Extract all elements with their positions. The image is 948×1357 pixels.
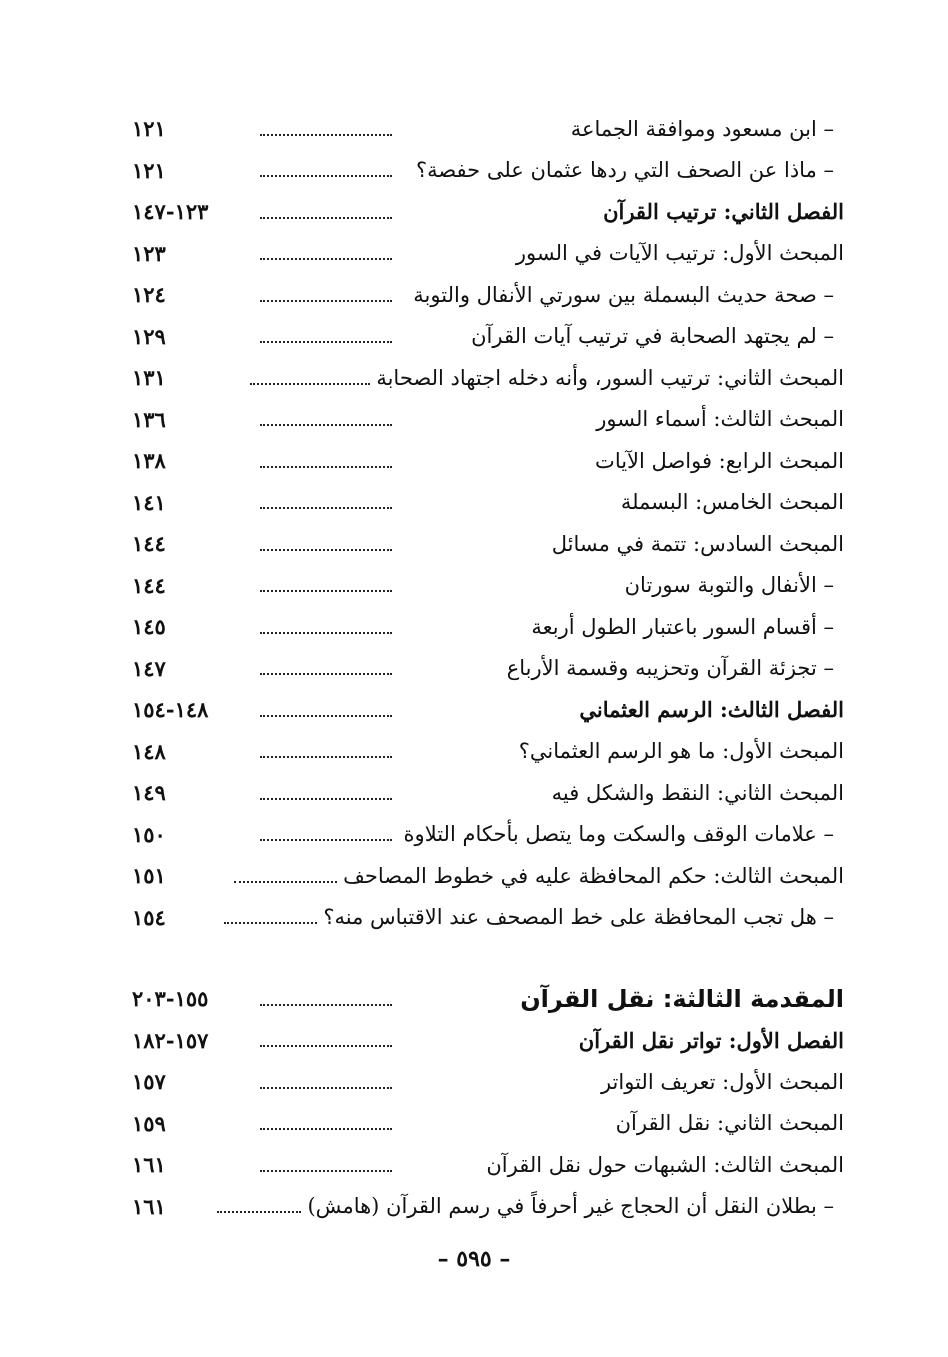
toc-entry [132,1020,844,1062]
dot-leader [260,163,392,177]
toc-entry [132,978,844,1020]
toc-entry-title: المبحث الثالث: أسماء السور [596,407,844,432]
toc-page-numbers: ١٥٩ [132,1110,166,1136]
dot-leader [217,1199,302,1213]
toc-entry [132,897,844,939]
dot-leader [260,454,392,468]
toc-entry-title: الفصل الثاني: ترتيب القرآن [603,199,844,225]
dot-leader [260,1033,392,1047]
toc-entry [132,1061,844,1103]
toc-entry-title: المبحث الثالث: حكم المحافظة عليه في خطوط المصاحف [343,863,844,888]
toc-entry [132,150,844,192]
toc-page-numbers: ١٤٤ [132,531,166,557]
toc-entry-title: – لم يجتهد الصحابة في ترتيب آيات القرآن [471,324,834,349]
toc-entry-title: – علامات الوقف والسكت وما يتصل بأحكام التلاوة [403,822,834,847]
toc-page-numbers: ١٢٩ [132,323,166,349]
toc-entry-title: – الأنفال والتوبة سورتان [624,573,834,598]
dot-leader [260,288,392,302]
dot-leader [260,1116,392,1130]
dot-leader [260,495,392,509]
toc-entry-title: – تجزئة القرآن وتحزيبه وقسمة الأرباع [506,656,834,681]
dot-leader [260,703,392,717]
section-gap [132,938,844,978]
toc-page-numbers: ١٤٧ [132,655,166,681]
toc-entry [132,440,844,482]
toc-entry [132,523,844,565]
toc-entry [132,399,844,441]
toc-entry-title: المبحث الثاني: النقط والشكل فيه [551,780,844,805]
toc-page-numbers: ١٤٥ [132,614,166,640]
toc-entry [132,482,844,524]
toc-entry [132,648,844,690]
toc-entry [132,855,844,897]
dot-leader [224,910,317,924]
toc-entry [132,731,844,773]
toc-entry-title: المبحث السادس: تتمة في مسائل [551,531,844,556]
toc-page-numbers: ١٥٤ [132,904,166,930]
toc-entry [132,274,844,316]
toc-page-numbers: ١٣٨ [132,448,166,474]
dot-leader [260,578,392,592]
toc-page-numbers: ١٥١ [132,863,166,889]
toc-entry [132,357,844,399]
toc-entry-title: المبحث الأول: ما هو الرسم العثماني؟ [518,739,844,764]
dot-leader [260,1158,392,1172]
toc-page-numbers: ١٥٧-١٨٢ [132,1027,209,1053]
toc-page-numbers: ١٥٥-٢٠٣ [132,986,209,1012]
toc-entry-title: المبحث الخامس: البسملة [620,490,844,515]
dot-leader [260,786,392,800]
toc-entry-title: – هل تجب المحافظة على خط المصحف عند الاقتباس منه؟ [323,905,834,930]
dot-leader [260,1075,392,1089]
toc-page-numbers: ١٢١ [132,157,166,183]
toc-entry-title: المبحث الأول: تعريف التواتر [600,1069,844,1094]
toc-entry [132,1186,844,1228]
dot-leader [260,537,392,551]
dot-leader [250,371,371,385]
toc-entry [132,191,844,233]
toc-entry-title: المقدمة الثالثة: نقل القرآن [520,984,844,1013]
toc-page-numbers: ١٦١ [132,1193,166,1219]
table-of-contents [132,108,844,1227]
toc-entry-title: الفصل الأول: تواتر نقل القرآن [578,1027,844,1053]
toc-page-numbers: ١٣١ [132,365,166,391]
toc-entry-title: – أقسام السور باعتبار الطول أربعة [531,614,834,639]
toc-entry-title: المبحث الثالث: الشبهات حول نقل القرآن [486,1152,844,1177]
toc-entry [132,772,844,814]
toc-page-numbers: ١٥٠ [132,821,166,847]
toc-page-numbers: ١٤٨-١٥٤ [132,697,209,723]
toc-entry-title: الفصل الثالث: الرسم العثماني [579,697,844,723]
toc-entry [132,814,844,856]
toc-page-numbers: ١٤٤ [132,572,166,598]
toc-entry-title: – ابن مسعود وموافقة الجماعة [570,116,834,141]
dot-leader [260,620,392,634]
toc-entry-title: – صحة حديث البسملة بين سورتي الأنفال والتوبة [413,282,834,307]
toc-entry [132,689,844,731]
toc-page-numbers: ١٤٩ [132,780,166,806]
dot-leader [260,329,392,343]
toc-page-numbers: ١٣٦ [132,406,166,432]
dot-leader [260,661,392,675]
toc-page-numbers: ١٤٨ [132,738,166,764]
toc-entry-title: المبحث الأول: ترتيب الآيات في السور [515,241,844,266]
toc-page-numbers: ١٤١ [132,489,166,515]
dot-leader [260,412,392,426]
toc-entry [132,565,844,607]
dot-leader [260,246,392,260]
toc-entry-title: – بطلان النقل أن الحجاج غير أحرفاً في رسم القرآن (هامش) [307,1194,834,1219]
toc-entry [132,1144,844,1186]
toc-page-numbers: ١٢١ [132,116,166,142]
dot-leader [260,992,392,1006]
toc-entry-title: – ماذا عن الصحف التي ردها عثمان على حفصة؟ [415,158,834,183]
page-number: – ٥٩٥ – [437,1246,511,1272]
toc-page-numbers: ١٥٧ [132,1069,166,1095]
dot-leader [260,122,392,136]
dot-leader [260,205,392,219]
toc-page-numbers: ١٢٣-١٤٧ [132,199,209,225]
toc-entry-title: المبحث الثاني: نقل القرآن [615,1111,844,1136]
toc-page-numbers: ١٦١ [132,1152,166,1178]
toc-page-numbers: ١٢٣ [132,240,166,266]
toc-entry [132,316,844,358]
dot-leader [260,744,392,758]
toc-entry [132,108,844,150]
dot-leader [234,869,337,883]
toc-page-numbers: ١٢٤ [132,282,166,308]
toc-entry-title: المبحث الرابع: فواصل الآيات [595,448,844,473]
toc-entry [132,606,844,648]
toc-entry-title: المبحث الثاني: ترتيب السور، وأنه دخله اجتهاد الصحابة [376,365,844,390]
toc-entry [132,1103,844,1145]
toc-entry [132,233,844,275]
dot-leader [260,827,392,841]
